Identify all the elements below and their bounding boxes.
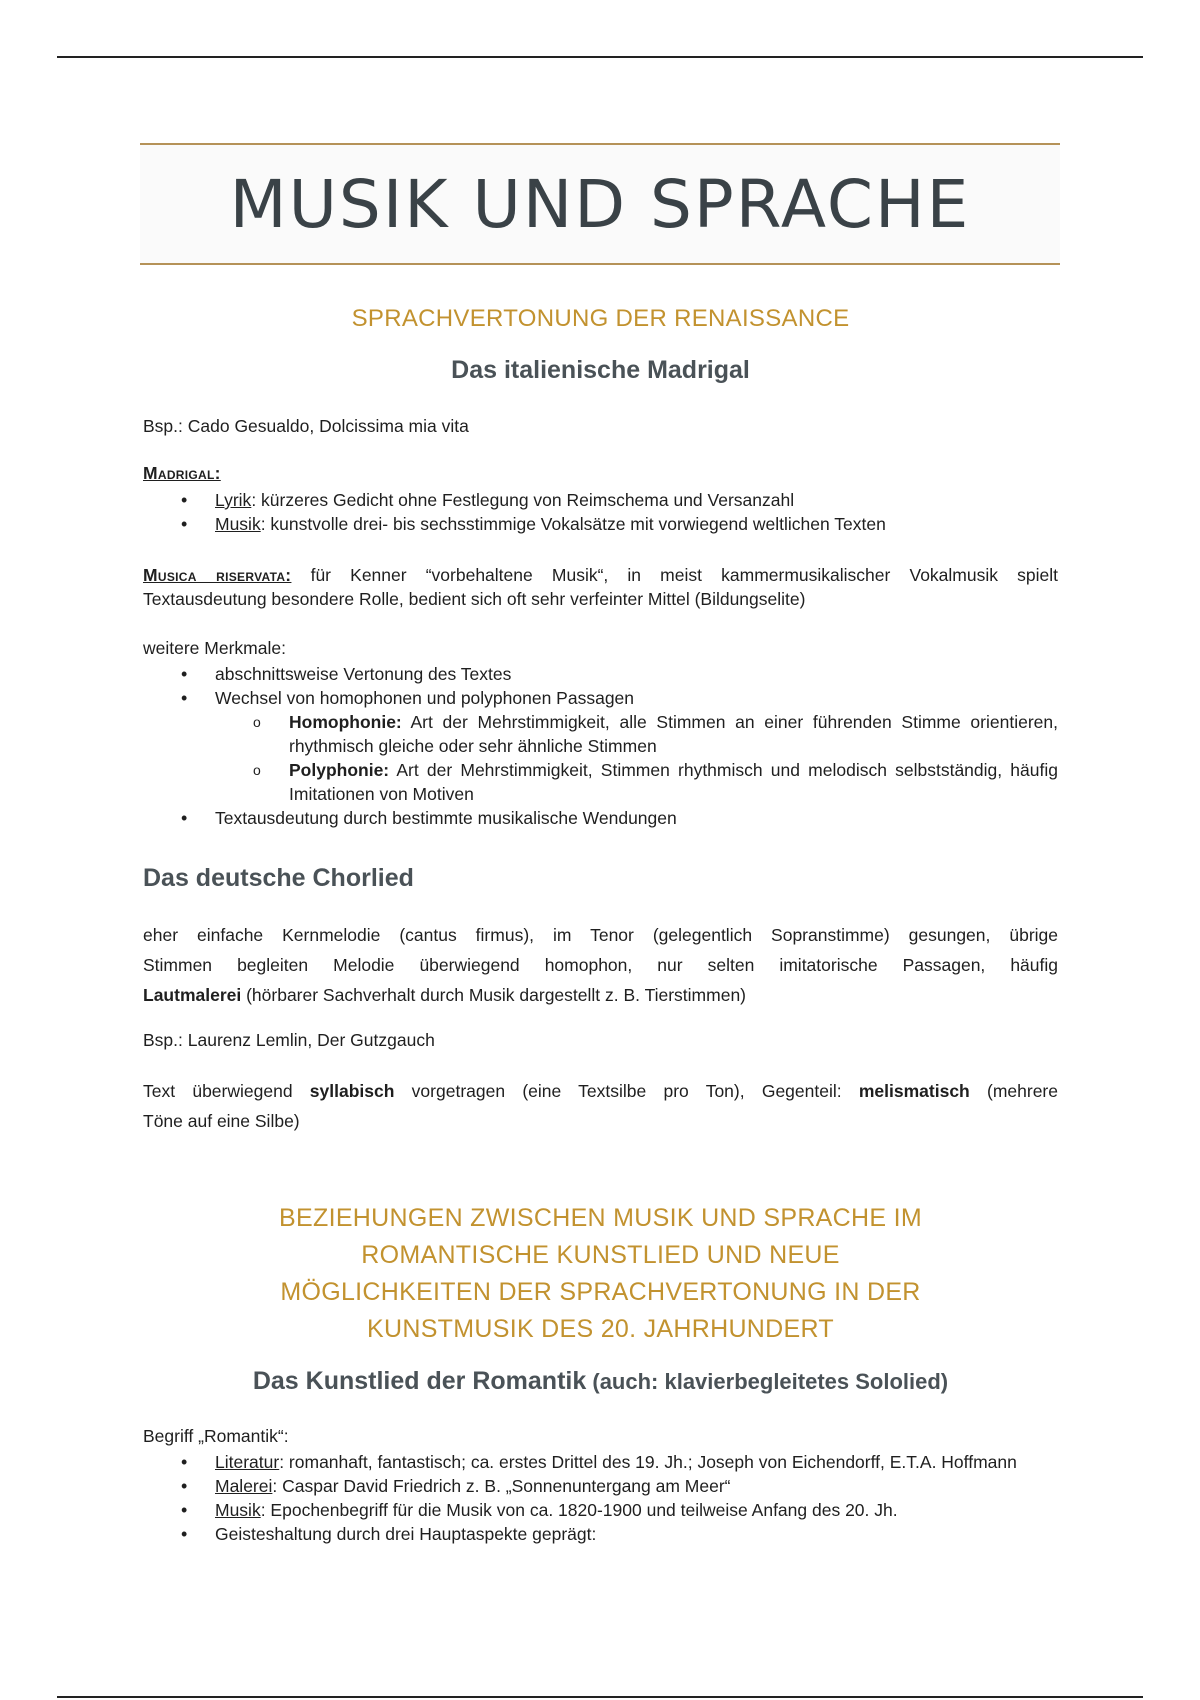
list-item [143, 686, 1058, 806]
term-malerei: Malerei [215, 1476, 273, 1496]
romantik-list [143, 1450, 1058, 1546]
features-label: weitere Merkmale: [143, 638, 286, 658]
sub-item-polyphonie [215, 758, 1058, 806]
term-lyrik: Lyrik [215, 490, 252, 510]
bottom-rule [57, 1696, 1143, 1698]
heading-line: KUNSTMUSIK DES 20. JAHRHUNDERT [367, 1315, 834, 1343]
term-polyphonie: Polyphonie: [289, 760, 390, 780]
subheading-madrigal: Das italienische Madrigal [451, 356, 750, 384]
term-melismatisch: melismatisch [858, 1081, 970, 1101]
chorlied-line-2: Stimmen begleiten Melodie überwiegend homophon, nur selten imitatorische Passagen, häufig [143, 955, 1058, 975]
list-item [143, 1474, 1058, 1498]
syllabisch-line-2: Töne auf eine Silbe) [143, 1111, 300, 1131]
chorlied-text: (hörbarer Sachverhalt durch Musik dargestellt z. B. Tierstimmen) [241, 985, 746, 1005]
page-title: MUSIK UND SPRACHE [229, 165, 971, 243]
features-list [143, 662, 1058, 830]
example-lemlin: Bsp.: Laurenz Lemlin, Der Gutzgauch [143, 1030, 435, 1050]
subheading-kunstlied [143, 1367, 1058, 1396]
definition: Geisteshaltung durch drei Hauptaspekte geprägt: [215, 1524, 597, 1544]
term-syllabisch: syllabisch [309, 1081, 395, 1101]
list-item [143, 1522, 1058, 1546]
chorlied-paragraph [143, 920, 1058, 1010]
list-item [143, 488, 1058, 512]
sub-list [215, 710, 1058, 806]
musica-line-2: Textausdeutung besondere Rolle, bedient sich oft sehr verfeinter Mittel (Bildungselite) [143, 589, 806, 609]
syllabisch-paragraph [143, 1076, 1058, 1136]
term-homophonie: Homophonie: [289, 712, 402, 732]
definition: : Epochenbegriff für die Musik von ca. 1820-1900 und teilweise Anfang des 20. Jh. [260, 1500, 898, 1520]
text: Text überwiegend [143, 1081, 310, 1101]
syllabisch-line-1 [143, 1076, 1058, 1106]
subheading-chorlied: Das deutsche Chorlied [143, 864, 414, 892]
madrigal-list [143, 488, 1058, 536]
definition: : romanhaft, fantastisch; ca. erstes Drittel des 19. Jh.; Joseph von Eichendorff, E.T.A. Hoffmann [279, 1452, 1017, 1472]
heading-line: MÖGLICHKEITEN DER SPRACHVERTONUNG IN DER [280, 1278, 921, 1306]
definition: : Caspar David Friedrich z. B. „Sonnenuntergang am Meer“ [272, 1476, 731, 1496]
musica-riservata-paragraph [143, 563, 1058, 611]
kunstlied-subtitle: (auch: klavierbegleitetes Sololied) [586, 1369, 949, 1394]
section-heading-renaissance: SPRACHVERTONUNG DER RENAISSANCE [351, 305, 850, 332]
top-rule [57, 56, 1143, 58]
section-heading-romantik [143, 1200, 1058, 1348]
list-item [143, 1450, 1058, 1474]
madrigal-label [143, 461, 1058, 485]
musica-line-1 [143, 563, 1058, 587]
title-banner [140, 143, 1060, 265]
term-musik: Musik [215, 1500, 261, 1520]
term-literatur: Literatur [215, 1452, 280, 1472]
definition: Art der Mehrstimmigkeit, Stimmen rhythmisch und melodisch selbstständig, häufig Imitationen von Motiven [289, 760, 1058, 804]
heading-line: BEZIEHUNGEN ZWISCHEN MUSIK UND SPRACHE IM [279, 1204, 922, 1232]
term-lautmalerei: Lautmalerei [143, 985, 242, 1005]
definition: : kürzeres Gedicht ohne Festlegung von Reimschema und Versanzahl [251, 490, 795, 510]
begriff-label: Begriff „Romantik“: [143, 1426, 289, 1446]
list-item [143, 512, 1058, 536]
chorlied-line-3 [143, 980, 1058, 1010]
definition: Art der Mehrstimmigkeit, alle Stimmen an einer führenden Stimme orientieren, rhythmisch gleiche oder sehr ähnliche Stimmen [289, 712, 1058, 756]
list-item: • Textausdeutung durch bestimmte musikalische Wendungen [143, 806, 1058, 830]
definition: : kunstvolle drei- bis sechsstimmige Vokalsätze mit vorwiegend weltlichen Texten [260, 514, 886, 534]
list-item [143, 1498, 1058, 1522]
chorlied-line-1: eher einfache Kernmelodie (cantus firmus), im Tenor (gelegentlich Sopranstimme) gesungen, übrige [143, 925, 1058, 945]
text: (mehrere [969, 1081, 1058, 1101]
text: vorgetragen (eine Textsilbe pro Ton), Gegenteil: [394, 1081, 859, 1101]
musica-term: Musica riservata: [143, 565, 292, 585]
sub-item-homophonie [215, 710, 1058, 758]
kunstlied-title: Das Kunstlied der Romantik [252, 1367, 587, 1395]
musica-text: für Kenner “vorbehaltene Musik“, in meist kammermusikalischer Vokalmusik spielt [291, 565, 1058, 585]
madrigal-term: Madrigal: [143, 463, 221, 483]
example-gesualdo: Bsp.: Cado Gesualdo, Dolcissima mia vita [143, 416, 469, 436]
feature-text: Wechsel von homophonen und polyphonen Passagen [215, 688, 635, 708]
term-musik: Musik [215, 514, 261, 534]
list-item: • abschnittsweise Vertonung des Textes [143, 662, 1058, 686]
heading-line: ROMANTISCHE KUNSTLIED UND NEUE [361, 1241, 840, 1269]
